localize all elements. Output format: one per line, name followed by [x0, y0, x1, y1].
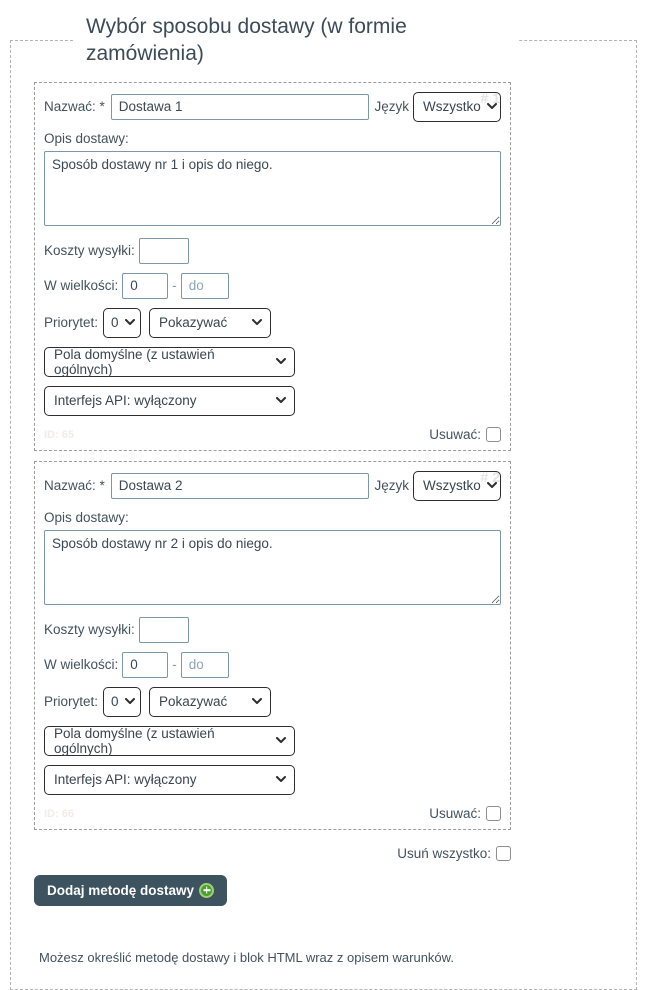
language-label: Język [374, 99, 409, 115]
delivery-method-block-1 [34, 82, 511, 451]
api-row [44, 386, 501, 416]
block-footer [44, 805, 501, 823]
chevron-down-icon [276, 358, 286, 365]
visibility-select-value: Pokazywać [159, 315, 228, 331]
name-label: Nazwać: * [44, 99, 105, 115]
default-fields-select[interactable] [44, 726, 295, 756]
default-fields-row [44, 726, 501, 756]
description-label: Opis dostawy: [44, 130, 129, 146]
shipping-cost-input[interactable] [139, 238, 189, 264]
visibility-select[interactable] [149, 687, 271, 717]
block-footer [44, 426, 501, 444]
shipping-cost-label: Koszty wysyłki: [44, 622, 135, 638]
remove-label: Usuwać: [429, 427, 481, 443]
priority-select-value: 0 [111, 694, 119, 710]
shipping-cost-input[interactable] [139, 617, 189, 643]
visibility-select-value: Pokazywać [159, 694, 228, 710]
name-label: Nazwać: * [44, 478, 105, 494]
remove-checkbox[interactable] [486, 427, 501, 442]
api-row [44, 765, 501, 795]
api-select-value: Interfejs API: wyłączony [54, 772, 197, 788]
size-from-input[interactable] [122, 273, 168, 299]
size-to-input[interactable] [181, 273, 229, 299]
api-select[interactable] [44, 765, 295, 795]
name-input[interactable] [111, 473, 370, 499]
size-label: W wielkości: [44, 657, 119, 673]
delivery-settings-panel [10, 14, 637, 990]
default-fields-select[interactable] [44, 347, 295, 377]
hint-text: Możesz określić metodę dostawy i blok HTML wraz z opisem warunków. [39, 949, 454, 965]
size-to-input[interactable] [181, 652, 229, 678]
default-fields-row [44, 347, 501, 377]
chevron-down-icon [276, 737, 286, 744]
priority-row [44, 687, 501, 717]
name-row [44, 89, 501, 122]
chevron-down-icon [125, 698, 135, 705]
plus-icon [199, 883, 214, 898]
record-id: ID: 66 [44, 807, 74, 820]
api-select[interactable] [44, 386, 295, 416]
remove-all-label: Usuń wszystko: [397, 845, 491, 861]
chevron-down-icon [252, 319, 262, 326]
default-fields-select-value: Pola domyślne (z ustawień ogólnych) [54, 725, 215, 756]
language-label: Język [374, 478, 409, 494]
remove-checkbox[interactable] [486, 806, 501, 821]
api-select-value: Interfejs API: wyłączony [54, 393, 197, 409]
priority-label: Priorytet: [44, 694, 99, 710]
remove-all-checkbox[interactable] [496, 846, 511, 861]
chevron-down-icon [125, 319, 135, 326]
chevron-down-icon [276, 397, 286, 404]
priority-select-value: 0 [111, 315, 119, 331]
description-textarea[interactable] [44, 530, 501, 605]
description-textarea[interactable] [44, 151, 501, 226]
size-label: W wielkości: [44, 278, 119, 294]
language-select-value: Wszystko [423, 99, 481, 115]
priority-select[interactable] [103, 687, 141, 717]
remove-row [429, 427, 501, 442]
name-row [44, 468, 501, 501]
size-range-dash: - [172, 657, 177, 673]
shipping-cost-row [44, 617, 501, 643]
shipping-cost-label: Koszty wysyłki: [44, 243, 135, 259]
delivery-method-block-2 [34, 461, 511, 830]
priority-label: Priorytet: [44, 315, 99, 331]
description-label: Opis dostawy: [44, 509, 129, 525]
remove-all-row [34, 846, 511, 861]
size-range-row [44, 273, 501, 299]
language-select-value: Wszystko [423, 478, 481, 494]
add-button-label: Dodaj metodę dostawy [47, 882, 195, 898]
name-input[interactable] [111, 94, 370, 120]
add-delivery-method-button[interactable] [34, 875, 227, 906]
chevron-down-icon [252, 698, 262, 705]
priority-row [44, 308, 501, 338]
remove-label: Usuwać: [429, 806, 481, 822]
remove-row [429, 806, 501, 821]
record-id: ID: 65 [44, 428, 74, 441]
visibility-select[interactable] [149, 308, 271, 338]
page-title: Wybór sposobu dostawy (w formie zamówienia) [86, 15, 407, 65]
block-number: # 2 [480, 468, 500, 485]
priority-select[interactable] [103, 308, 141, 338]
default-fields-select-value: Pola domyślne (z ustawień ogólnych) [54, 346, 215, 377]
size-range-dash: - [172, 278, 177, 294]
chevron-down-icon [276, 776, 286, 783]
block-number: # 1 [480, 89, 500, 106]
shipping-cost-row [44, 238, 501, 264]
size-range-row [44, 652, 501, 678]
size-from-input[interactable] [122, 652, 168, 678]
